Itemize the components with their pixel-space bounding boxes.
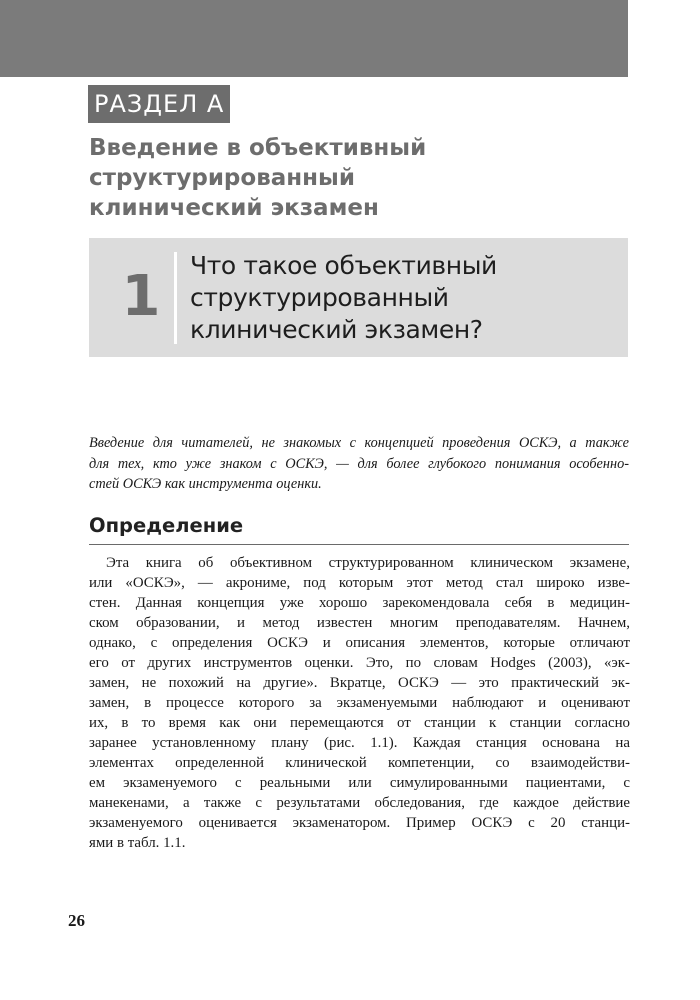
paragraph-line: их, в то время как они перемещаются от станции к станции согласно (89, 715, 630, 731)
paragraph-line: Эта книга об объективном структурированном клиническом экзамене, (106, 555, 630, 571)
paragraph-line: стен. Данная концепция уже хорошо зарекомендовала себя в медицин- (89, 595, 630, 611)
chapter-divider (174, 252, 177, 344)
section-label: РАЗДЕЛ А (88, 85, 230, 123)
paragraph-line: экзаменуемого оценивается экзаменатором. Пример ОСКЭ с 20 станци- (89, 815, 630, 831)
chapter-title-line: структурированный (190, 283, 449, 312)
intro-line: для тех, кто уже знаком с ОСКЭ, — для более глубокого понимания особенно- (89, 455, 629, 472)
intro-line: стей ОСКЭ как инструмента оценки. (89, 476, 322, 492)
paragraph-line: ями в табл. 1.1. (89, 835, 186, 851)
paragraph-line: заранее установленному плану (рис. 1.1). Каждая станция основана на (89, 735, 630, 751)
paragraph-line: ем экзаменуемого с реальными или симулированными пациентами, с (89, 775, 630, 791)
chapter-title (190, 250, 610, 346)
section-title (89, 133, 609, 223)
heading-underline (89, 544, 629, 545)
chapter-number: 1 (121, 264, 161, 329)
definition-paragraph (89, 553, 630, 853)
paragraph-line: однако, с определения ОСКЭ и описания элементов, которые отличают (89, 635, 630, 651)
chapter-title-line: Что такое объективный (190, 251, 497, 280)
chapter-title-line: клинический экзамен? (190, 315, 483, 344)
paragraph-line: замен, не похожий на другие». Вкратце, ОСКЭ — это практический эк- (89, 675, 630, 691)
chapter-intro (89, 433, 629, 495)
paragraph-line: или «ОСКЭ», — акрониме, под которым этот метод стал широко изве- (89, 575, 630, 591)
chapter-header (89, 238, 628, 357)
paragraph-line: ском образовании, и метод известен многим преподавателям. Начнем, (89, 615, 630, 631)
intro-line: Введение для читателей, не знакомых с концепцией проведения ОСКЭ, а также (89, 435, 629, 451)
paragraph-line: его от других инструментов оценки. Это, по словам Hodges (2003), «эк- (89, 655, 630, 671)
section-title-line: структурированный (89, 165, 355, 191)
section-title-line: клинический экзамен (89, 195, 379, 221)
paragraph-line: элементах определенной клинической компетенции, со взаимодействи- (89, 755, 630, 771)
paragraph-line: замен, в процессе которого за экзаменуемыми наблюдают и оценивают (89, 695, 630, 711)
header-bar (0, 0, 628, 77)
definition-heading: Определение (89, 514, 244, 537)
page-number: 26 (68, 911, 85, 930)
section-title-line: Введение в объективный (89, 135, 427, 161)
paragraph-line: манекенами, а также с результатами обследования, где каждое действие (89, 795, 630, 811)
